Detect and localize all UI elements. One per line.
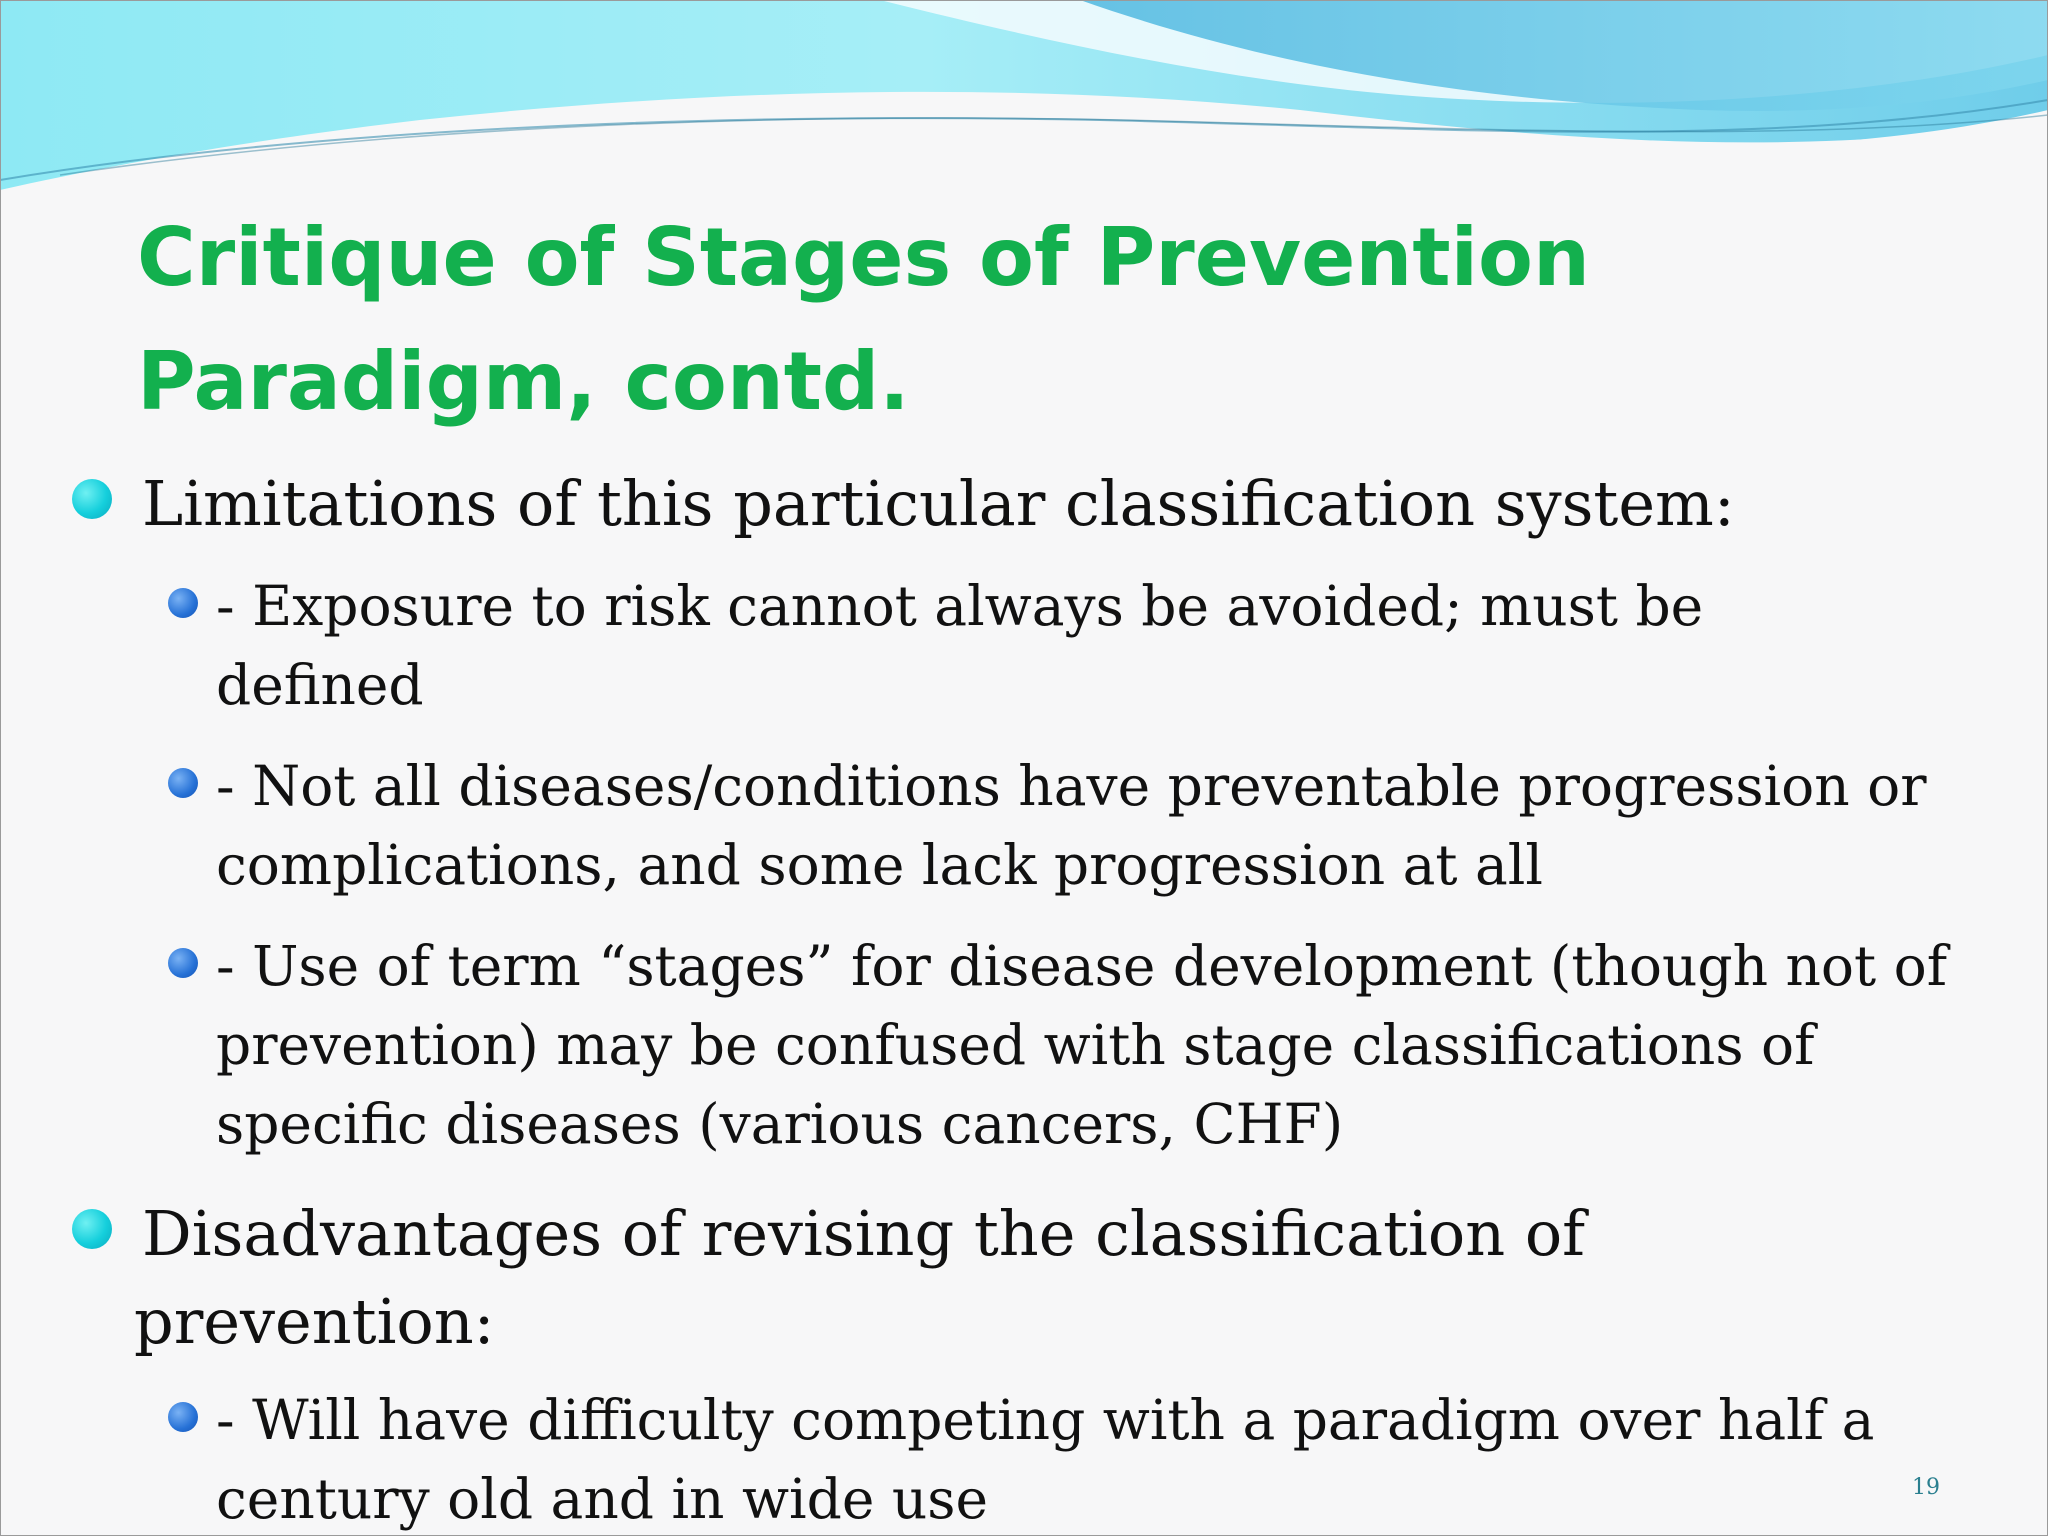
subpoint-not-all-diseases: - Not all diseases/conditions have preventable progression or complications, and some lack progression at all — [216, 754, 1927, 897]
subpoint-competing-paradigm: - Will have difficulty competing with a paradigm over half a century old and in wide use — [216, 1388, 1875, 1531]
subpoint-exposure-risk: - Exposure to risk cannot always be avoided; must be defined — [216, 574, 1704, 717]
bullet-level1-icon — [72, 479, 112, 519]
point-disadvantages: Disadvantages of revising the classification of prevention: — [134, 1197, 1586, 1358]
bullet-level2-icon — [168, 948, 198, 978]
subpoint-stages-term: - Use of term “stages” for disease development (though not of prevention) may be confused with stage classifications of specific diseases (various cancers, CHF) — [216, 934, 1948, 1156]
point-limitations: Limitations of this particular classification system: — [142, 467, 1735, 540]
bullet-level1-icon — [72, 1209, 112, 1249]
bullet-level2-icon — [168, 1402, 198, 1432]
page-number: 19 — [1912, 1475, 1940, 1500]
bullet-level2-icon — [168, 588, 198, 618]
bullet-level2-icon — [168, 768, 198, 798]
slide-title: Critique of Stages of Prevention Paradigm, contd. — [137, 211, 1590, 428]
